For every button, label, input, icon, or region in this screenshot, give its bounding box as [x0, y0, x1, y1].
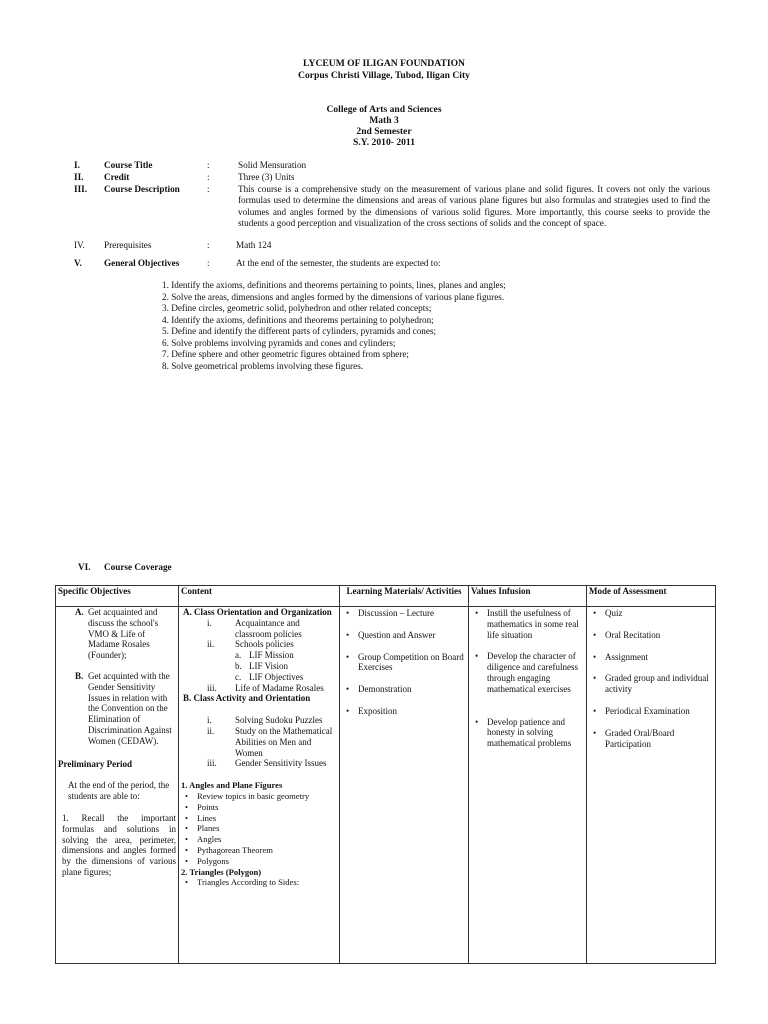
content-subitem	[181, 726, 337, 758]
objective-item: 7. Define sphere and other geometric figures obtained from sphere;	[162, 349, 409, 359]
column-header: Values Infusion	[469, 586, 587, 607]
list-item: • Graded Oral/Board Participation	[589, 728, 713, 750]
course-title-value: Solid Mensuration	[238, 160, 307, 170]
info-num: III.	[74, 184, 88, 194]
objective-item: 3. Define circles, geometric solid, polyhedron and other related concepts;	[162, 303, 432, 313]
list-item: • Develop patience and honesty in solving mathematical problems	[471, 717, 584, 749]
info-num: V.	[74, 258, 82, 268]
list-item: • Group Competition on Board Exercises	[342, 652, 466, 674]
period-heading: Preliminary Period	[58, 758, 133, 769]
column-header: Mode of Assessment	[587, 586, 716, 607]
prerequisites-label: Prerequisites	[104, 240, 152, 250]
list-item: • Triangles According to Sides:	[181, 877, 337, 888]
table-row	[56, 607, 716, 964]
content-subitem	[181, 758, 337, 769]
coverage-num: VI.	[78, 562, 91, 572]
content-alpha-text: LIF Vision	[249, 660, 289, 671]
period-intro: At the end of the period, the students are able to:	[68, 780, 170, 802]
school-address: Corpus Christi Village, Tubod, Iligan City	[298, 70, 470, 81]
list-item: • Exposition	[342, 706, 466, 717]
course-code: Math 3	[369, 115, 399, 126]
values-list	[471, 608, 584, 749]
content-subitem-text: Schools policies	[235, 639, 294, 650]
semester: 2nd Semester	[356, 126, 412, 137]
content-alpha-text: LIF Objectives	[249, 671, 304, 682]
list-item: • Review topics in basic geometry	[181, 791, 337, 802]
course-title-label: Course Title	[104, 160, 153, 170]
course-description-text: This course is a comprehensive study on the measurement of various plane and solid figures. It covers not only the various formulas used to determine the dimensions and areas of various plane figures but also formulas and strategies used to find the volumes and angles formed by the dimensions of various solid figures. More importantly, this course seeks to provide the students a good perception and visualization of the cross sections of solids and the concept of space.	[238, 184, 710, 228]
roman-marker: i.	[207, 617, 212, 628]
content-subitem	[181, 639, 337, 650]
specific-objective-text: Get acquainted and discuss the school's VMO & Life of Madame Rosales (Founder);	[88, 607, 159, 661]
objective-item: 8. Solve geometrical problems involving these figures.	[162, 360, 364, 371]
content-subitem-text: Study on the Mathematical Abilities on Men and Women	[235, 725, 333, 758]
credit-label: Credit	[104, 172, 130, 182]
list-item: • Assignment	[589, 652, 713, 663]
list-item: • Oral Recitation	[589, 630, 713, 641]
specific-objectives-cell	[56, 607, 179, 964]
content-list-2	[181, 877, 337, 888]
assessment-list	[589, 608, 713, 749]
content-cell	[179, 607, 340, 964]
content-alpha-item	[181, 661, 337, 672]
colon: :	[207, 258, 210, 268]
list-item: • Points	[181, 802, 337, 813]
content-alpha-item	[181, 672, 337, 683]
content-subitem	[181, 715, 337, 726]
specific-objective-b	[58, 671, 176, 747]
info-num: I.	[74, 160, 80, 170]
info-num: IV.	[74, 240, 85, 250]
colon: :	[207, 172, 210, 182]
content-subitem-text: Life of Madame Rosales	[235, 682, 324, 693]
table-header-row	[56, 586, 716, 607]
roman-marker: ii.	[207, 639, 215, 650]
objective-item: 4. Identify the axioms, definitions and theorems pertaining to polyhedron;	[162, 314, 434, 325]
alpha-marker: b.	[235, 660, 242, 671]
prerequisites-value: Math 124	[236, 240, 272, 250]
list-item: • Planes	[181, 823, 337, 834]
list-item: • Develop the character of diligence and carefulness through engaging mathematical exercises	[471, 651, 584, 694]
content-subitem-text: Acquaintance and classroom policies	[235, 617, 302, 639]
coverage-table	[55, 585, 716, 964]
colon: :	[207, 240, 210, 250]
list-item: • Demonstration	[342, 684, 466, 695]
list-item: • Instill the usefulness of mathematics in some real life situation	[471, 608, 584, 640]
college-name: College of Arts and Sciences	[326, 104, 442, 115]
objective-item: 5. Define and identify the different parts of cylinders, pyramids and cones;	[162, 326, 437, 336]
specific-objective-a	[58, 607, 176, 661]
column-header: Specific Objectives	[56, 586, 179, 607]
roman-marker: iii.	[207, 682, 217, 693]
period-item: 1. Recall the important formulas and solutions in solving the area, perimeter, dimensions and angles formed by the dimensions of various plane figures;	[62, 812, 176, 877]
content-subitem-text: Solving Sudoku Puzzles	[235, 715, 323, 726]
materials-list	[342, 608, 466, 717]
list-item: • Lines	[181, 813, 337, 824]
course-description-label: Course Description	[104, 184, 180, 194]
objective-item: 1. Identify the axioms, definitions and theorems pertaining to points, lines, planes and angles;	[162, 280, 506, 290]
credit-value: Three (3) Units	[238, 172, 295, 182]
content-heading-1: 1. Angles and Plane Figures	[181, 780, 283, 791]
general-objectives-label: General Objectives	[104, 258, 180, 268]
column-header: Learning Materials/ Activities	[340, 586, 469, 607]
content-alpha-item	[181, 650, 337, 661]
general-objectives-intro: At the end of the semester, the students are expected to:	[236, 258, 441, 268]
list-item: • Graded group and individual activity	[589, 673, 713, 695]
objective-item: 6. Solve problems involving pyramids and cones and cylinders;	[162, 337, 396, 348]
content-heading-b: B. Class Activity and Orientation	[183, 693, 311, 704]
content-alpha-text: LIF Mission	[249, 650, 294, 661]
content-heading-a: A. Class Orientation and Organization	[183, 607, 332, 617]
content-subitem	[181, 683, 337, 694]
content-subitem-text: Gender Sensitivity Issues	[235, 758, 327, 769]
objective-item: 2. Solve the areas, dimensions and angles formed by the dimensions of various plane figures.	[162, 291, 505, 302]
content-list-1	[181, 791, 337, 867]
list-item: • Periodical Examination	[589, 706, 713, 717]
roman-marker: ii.	[207, 725, 215, 736]
list-item: • Polygons	[181, 856, 337, 867]
info-num: II.	[74, 172, 84, 182]
content-subitem	[181, 618, 337, 640]
objectives-list	[162, 280, 506, 372]
colon: :	[207, 184, 210, 194]
coverage-title: Course Coverage	[104, 562, 172, 572]
materials-cell	[340, 607, 469, 964]
list-item: • Discussion – Lecture	[342, 608, 466, 619]
column-header: Content	[179, 586, 340, 607]
school-year: S.Y. 2010- 2011	[352, 137, 416, 148]
roman-marker: iii.	[207, 758, 217, 769]
list-item: • Quiz	[589, 608, 713, 619]
alpha-marker: c.	[235, 671, 242, 682]
roman-marker: i.	[207, 715, 212, 726]
specific-objective-text: Get acquinted with the Gender Sensitivity Issues in relation with the Convention on the Elimination of Discrimination Against Women (CEDAW).	[88, 670, 172, 746]
values-cell	[469, 607, 587, 964]
alpha-marker: a.	[235, 650, 242, 661]
list-item: • Angles	[181, 834, 337, 845]
list-item: • Question and Answer	[342, 630, 466, 641]
school-name: LYCEUM OF ILIGAN FOUNDATION	[303, 58, 465, 69]
item-marker: B.	[75, 670, 84, 681]
list-item: • Pythagorean Theorem	[181, 845, 337, 856]
colon: :	[207, 160, 210, 170]
item-marker: A.	[75, 607, 84, 617]
assessment-cell	[587, 607, 716, 964]
content-heading-2: 2. Triangles (Polygon)	[181, 866, 262, 877]
